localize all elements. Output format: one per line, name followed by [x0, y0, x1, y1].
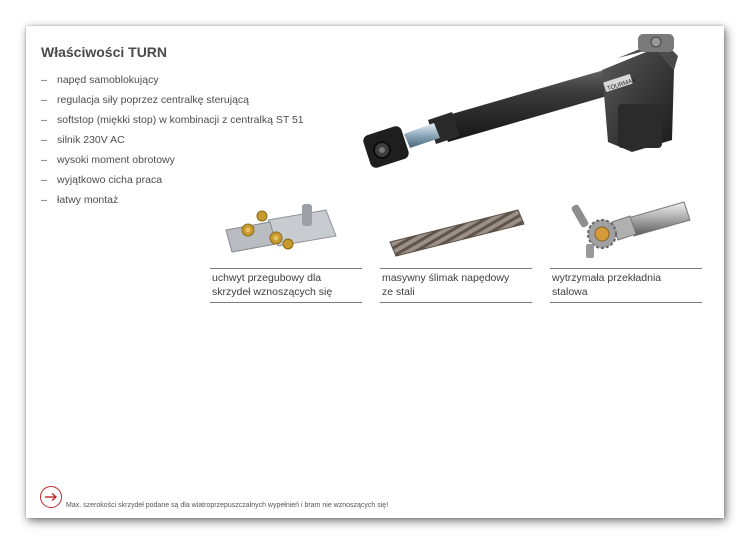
feature-text: regulacja siły poprzez centralkę sterującą: [57, 94, 250, 106]
section-title: Właściwości TURN: [41, 44, 168, 60]
bullet-dash: –: [41, 154, 47, 166]
arrow-right-circle-icon: [40, 486, 62, 508]
bullet-dash: –: [41, 194, 47, 206]
gear-transmission-image: [568, 196, 692, 260]
feature-text: wyjątkowo cicha praca: [57, 174, 163, 186]
caption-line: uchwyt przegubowy dla: [212, 272, 322, 284]
bullet-dash: –: [41, 174, 47, 186]
footnote-text: Max. szerokości skrzydeł podane są dla wiatroprzepuszczalnych wypełnień i bram nie wznoszących się!: [66, 502, 389, 509]
bullet-dash: –: [41, 134, 47, 146]
feature-item: [41, 113, 304, 133]
bullet-dash: –: [41, 94, 47, 106]
feature-text: softstop (miękki stop) w kombinacji z centralką ST 51: [57, 114, 304, 126]
feature-text: silnik 230V AC: [57, 134, 125, 146]
brand-label: TOURMAX: [606, 77, 637, 93]
feature-item: [41, 133, 304, 153]
feature-item: [41, 153, 304, 173]
worm-screw-image: [386, 202, 528, 260]
linear-actuator-image: [356, 30, 696, 180]
caption-line: stalowa: [552, 285, 588, 298]
part-caption: [210, 268, 362, 303]
caption-line: wytrzymała przekładnia: [552, 272, 662, 284]
bullet-dash: –: [41, 74, 47, 86]
caption-line: skrzydeł wznoszących się: [212, 285, 333, 298]
feature-text: łatwy montaż: [57, 194, 119, 206]
part-caption: [550, 268, 702, 303]
feature-item: [41, 173, 304, 193]
feature-list: [41, 73, 304, 213]
feature-text: wysoki moment obrotowy: [57, 154, 175, 166]
feature-item: [41, 93, 304, 113]
caption-line: ze stali: [382, 285, 415, 298]
hinge-bracket-image: [218, 200, 340, 262]
part-caption: [380, 268, 532, 303]
feature-text: napęd samoblokujący: [57, 74, 159, 86]
feature-item: [41, 73, 304, 93]
bullet-dash: –: [41, 114, 47, 126]
caption-line: masywny ślimak napędowy: [382, 272, 510, 284]
